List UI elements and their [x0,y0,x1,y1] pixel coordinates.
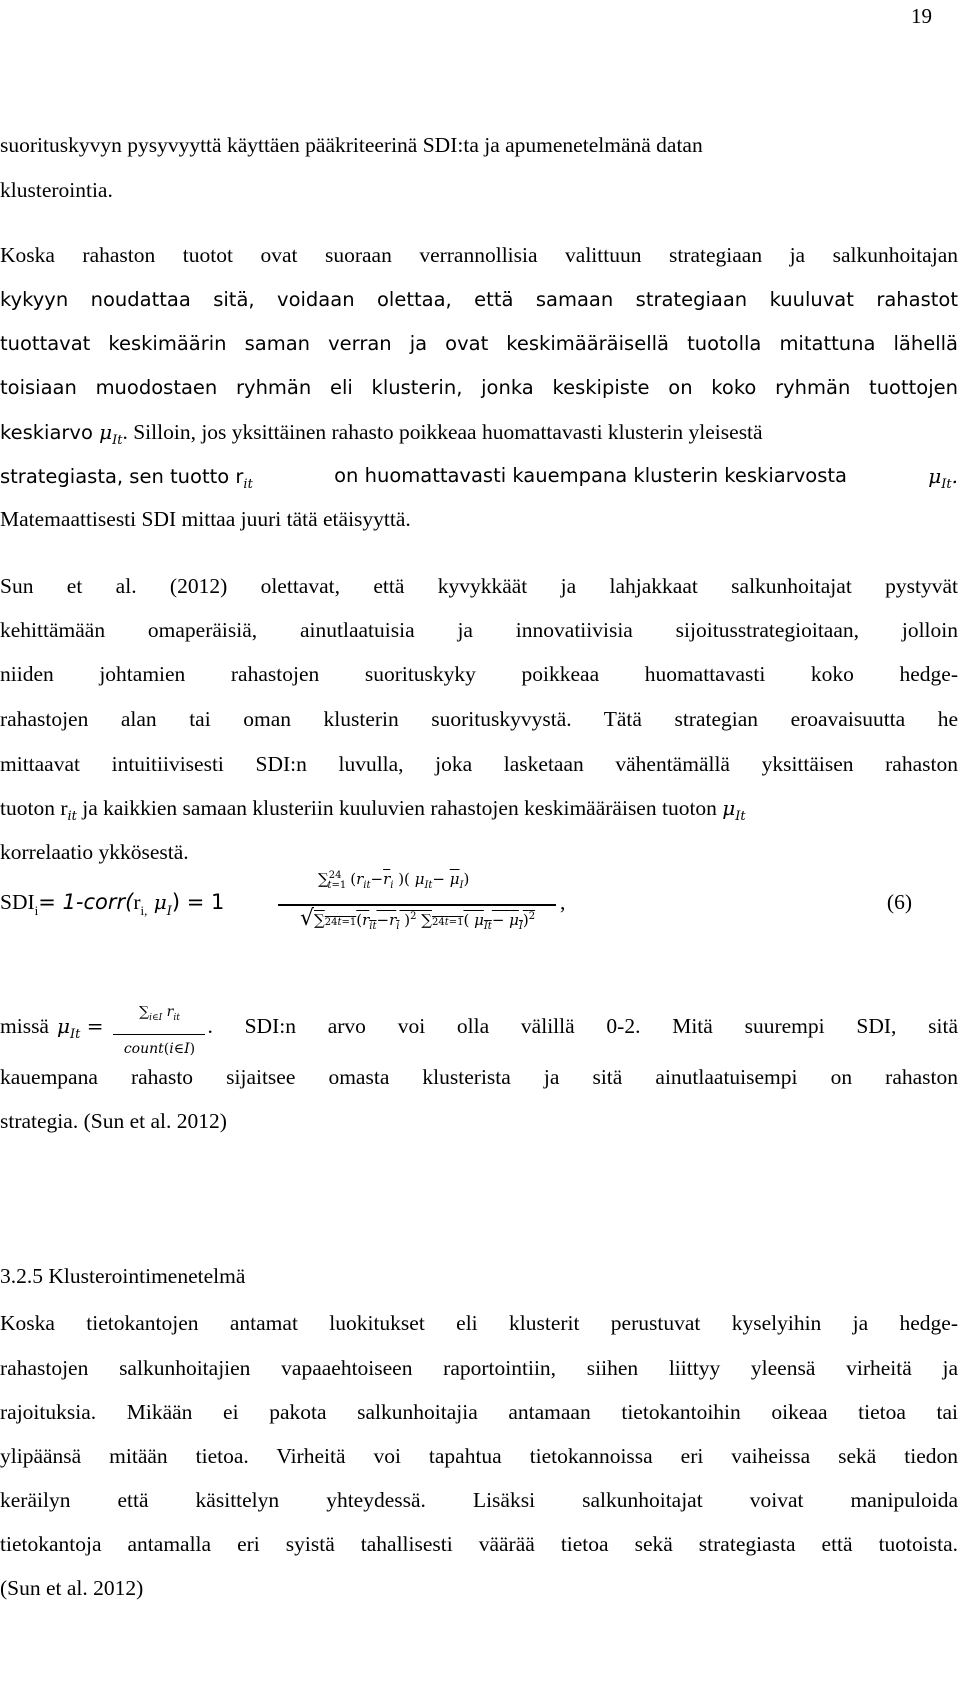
equation-minus [278,904,300,906]
paragraph-1-line-2: klusterointia. [0,178,113,202]
equation-denominator: $√\sum 24t=1(r_{it}-r_i$ )$^2$ ∑24t=1( $\mu_{It}- \mu_I)^2$ [300,906,536,932]
paragraph-5-line-4: ylipäänsä mitään tietoa. Virheitä voi tapahtua tietokannoissa eri vaiheissa sekä tiedon [0,1444,958,1468]
paragraph-4-line-1-start: missä [0,1014,49,1038]
paragraph-2-line-5-start: keskiarvo [0,421,93,444]
paragraph-5-line-7: (Sun et al. 2012) [0,1576,144,1600]
paragraph-2-line-4: toisiaan muodostaen ryhmän eli klusterin, jonka keskipiste on koko ryhmän tuottojen [0,376,958,399]
mu-It-definition-fraction: $\sum_{i\in I}$ $r_{it}$ count(i∈I) [113,998,205,1063]
paragraph-2-line-1: Koska rahaston tuotot ovat suoraan verrannollisia valittuun strategiaan ja salkunhoitajan [0,243,958,267]
mu-It-symbol: $\mu_{It}$ [99,420,123,448]
paragraph-4-line-2: kauempana rahasto sijaitsee omasta klusterista ja sitä ainutlaatuisempi on rahaston [0,1065,958,1089]
paragraph-2-line-3: tuottavat keskimäärin saman verran ja ovat keskimääräisellä tuotolla mitattuna lähellä [0,332,958,355]
paragraph-4-line-1-end: . SDI:n arvo voi olla välillä 0-2. Mitä suurempi SDI, sitä [207,1014,958,1038]
r-it-subscript: it [243,477,253,492]
paragraph-2-line-6 [0,462,958,494]
paragraph-2-line-5 [0,418,958,450]
paragraph-5-line-5: keräilyn että käsittelyn yhteydessä. Lisäksi salkunhoitajat voivat manipuloida [0,1488,958,1512]
paragraph-2-line-6-end: on huomattavasti kauempana klusterin keskiarvosta [334,464,847,487]
equation-6 [0,868,958,948]
mu-It-symbol-3: $\mu_{It}$ [722,796,746,824]
section-heading: 3.2.5 Klusterointimenetelmä [0,1264,246,1288]
paragraph-2-line-7: Matemaattisesti SDI mittaa juuri tätä etäisyyttä. [0,507,411,531]
paragraph-5-line-2: rahastojen salkunhoitajien vapaaehtoiseen raportointiin, siihen liittyy yleensä virheitä ja [0,1356,958,1380]
paragraph-3-line-7: korrelaatio ykkösestä. [0,840,189,864]
mu-It-symbol-4: $\mu_{It}$ = [56,1014,104,1042]
paragraph-1-line-1: suorituskyvyn pysyvyyttä käyttäen pääkriteerinä SDI:ta ja apumenetelmänä datan [0,133,703,157]
paragraph-4-line-1 [0,1004,958,1057]
paragraph-2-line-5-end: . Silloin, jos yksittäinen rahasto poikkeaa huomattavasti klusterin yleisestä [122,420,763,444]
paragraph-3-line-4: rahastojen alan tai oman klusterin suorituskyvystä. Tätä strategian eroavaisuutta he [0,707,958,731]
paragraph-2-line-2: kykyyn noudattaa sitä, voidaan olettaa, että samaan strategiaan kuuluvat rahastot [0,288,958,311]
paragraph-4-line-3: strategia. (Sun et al. 2012) [0,1109,227,1133]
page-number: 19 [911,4,932,28]
r-it-subscript-2: it [67,809,77,824]
mu-It-symbol-2: $\mu_{It}$. [928,464,958,492]
equation-number: (6) [886,890,912,914]
paragraph-3-line-5: mittaavat intuitiivisesti SDI:n luvulla, joka lasketaan vähentämällä yksittäisen rahaston [0,752,958,776]
equation-lhs: $SDI_i=$ $1-corr(r_{i,}$ $\mu_I) = 1$ [0,890,225,919]
paragraph-3-line-3: niiden johtamien rahastojen suorituskyky poikkeaa huomattavasti koko hedge- [0,662,958,686]
equation-comma: , [560,890,566,914]
paragraph-3-line-6 [0,794,958,826]
paragraph-5-line-6: tietokantoja antamalla eri syistä tahallisesti väärää tietoa sekä strategiasta että tuotoista. [0,1532,958,1556]
paragraph-3-line-6-start: tuoton r [0,796,68,820]
paragraph-5-line-3: rajoituksia. Mikään ei pakota salkunhoitajia antamaan tietokantoihin oikeaa tietoa tai [0,1400,958,1424]
paragraph-3-line-6-end: ja kaikkien samaan klusteriin kuuluvien rahastojen keskimääräisen tuoton [82,796,717,820]
paragraph-2-line-6-start: strategiasta, sen tuotto r [0,465,244,488]
equation-numerator: ∑$^{24}_{t=1}$ ($r_{it}-\overline{r}_i$ )( $\mu_{It}- \overline{\mu}_I$) [318,870,470,891]
paragraph-3-line-1: Sun et al. (2012) olettavat, että kyvykkäät ja lahjakkaat salkunhoitajat pystyvät [0,574,958,598]
paragraph-5-line-1: Koska tietokantojen antamat luokitukset eli klusterit perustuvat kyselyihin ja hedge- [0,1311,958,1335]
paragraph-3-line-2: kehittämään omaperäisiä, ainutlaatuisia ja innovatiivisia sijoitusstrategioitaan, jolloin [0,618,958,642]
